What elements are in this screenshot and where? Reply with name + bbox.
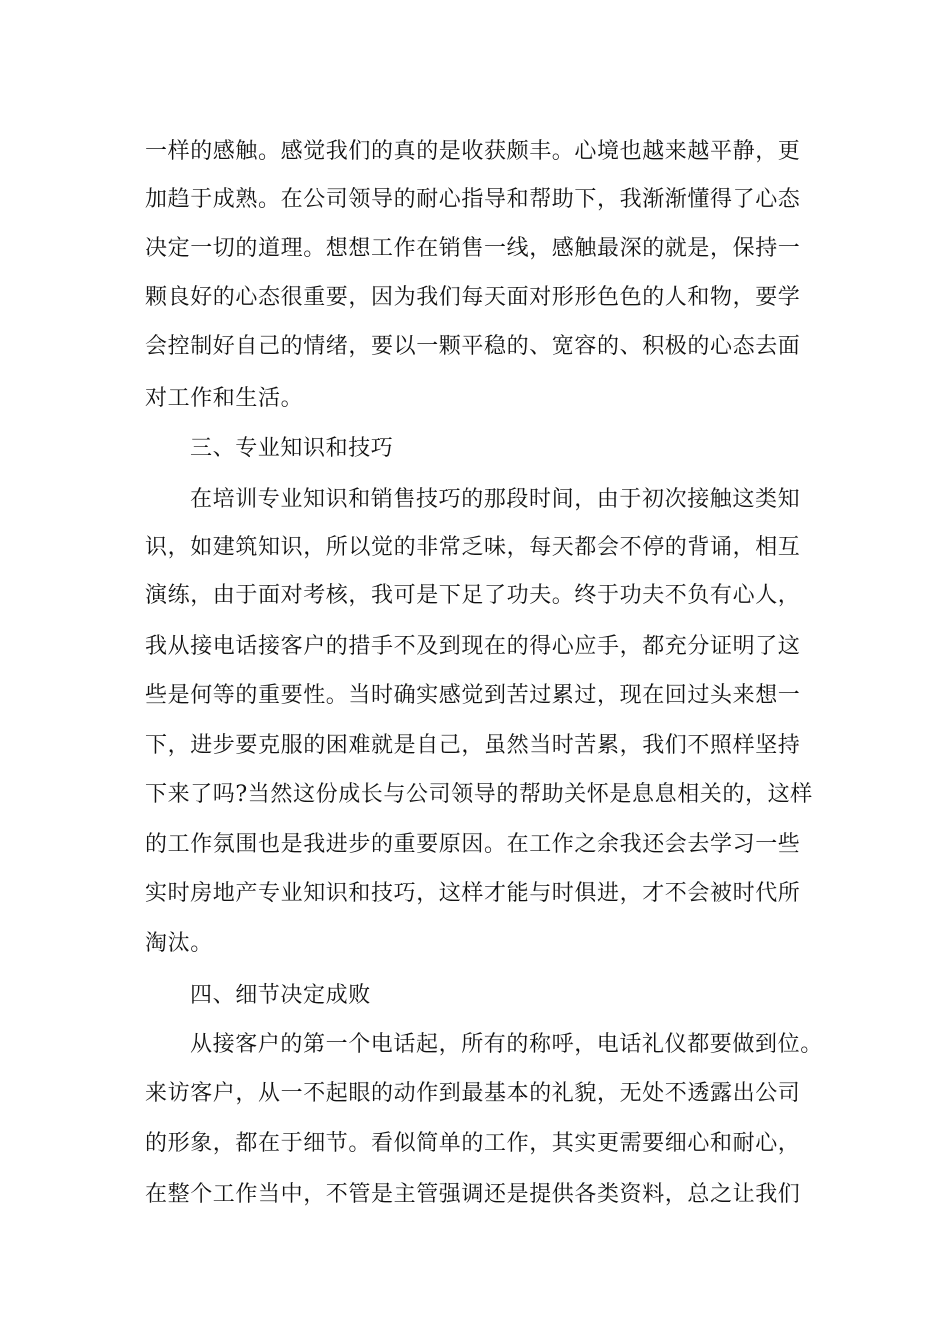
paragraph-line: 一样的感触。感觉我们的真的是收获颇丰。心境也越来越平静，更 bbox=[145, 139, 801, 164]
section-heading: 三、专业知识和技巧 bbox=[190, 436, 394, 461]
paragraph-line: 实时房地产专业知识和技巧，这样才能与时俱进，才不会被时代所 bbox=[145, 881, 801, 906]
paragraph-line: 我从接电话接客户的措手不及到现在的得心应手，都充分证明了这 bbox=[145, 634, 801, 659]
section-heading: 四、细节决定成败 bbox=[190, 983, 371, 1008]
paragraph-line: 些是何等的重要性。当时确实感觉到苦过累过，现在回过头来想一 bbox=[145, 683, 801, 708]
paragraph-line: 来访客户，从一不起眼的动作到最基本的礼貌，无处不透露出公司 bbox=[145, 1081, 801, 1106]
paragraph-line: 对工作和生活。 bbox=[145, 386, 304, 411]
paragraph-line: 下来了吗?当然这份成长与公司领导的帮助关怀是息息相关的，这样 bbox=[145, 782, 813, 807]
paragraph-line: 识，如建筑知识，所以觉的非常乏味，每天都会不停的背诵，相互 bbox=[145, 535, 801, 560]
paragraph-line: 颗良好的心态很重要，因为我们每天面对形形色色的人和物，要学 bbox=[145, 285, 801, 310]
paragraph-line: 从接客户的第一个电话起，所有的称呼，电话礼仪都要做到位。 bbox=[190, 1032, 823, 1057]
paragraph-line: 淘汰。 bbox=[145, 931, 213, 956]
paragraph-line: 在整个工作当中，不管是主管强调还是提供各类资料，总之让我们 bbox=[145, 1182, 801, 1207]
paragraph-line: 的形象，都在于细节。看似简单的工作，其实更需要细心和耐心， bbox=[145, 1131, 801, 1156]
paragraph-line: 会控制好自己的情绪，要以一颗平稳的、宽容的、积极的心态去面 bbox=[145, 334, 801, 359]
paragraph-line: 下，进步要克服的困难就是自己，虽然当时苦累，我们不照样坚持 bbox=[145, 733, 801, 758]
paragraph-line: 演练，由于面对考核，我可是下足了功夫。终于功夫不负有心人， bbox=[145, 583, 801, 608]
paragraph-line: 决定一切的道理。想想工作在销售一线，感触最深的就是，保持一 bbox=[145, 236, 801, 261]
paragraph-line: 在培训专业知识和销售技巧的那段时间，由于初次接触这类知 bbox=[190, 487, 801, 512]
paragraph-line: 的工作氛围也是我进步的重要原因。在工作之余我还会去学习一些 bbox=[145, 832, 801, 857]
paragraph-line: 加趋于成熟。在公司领导的耐心指导和帮助下，我渐渐懂得了心态 bbox=[145, 187, 801, 212]
